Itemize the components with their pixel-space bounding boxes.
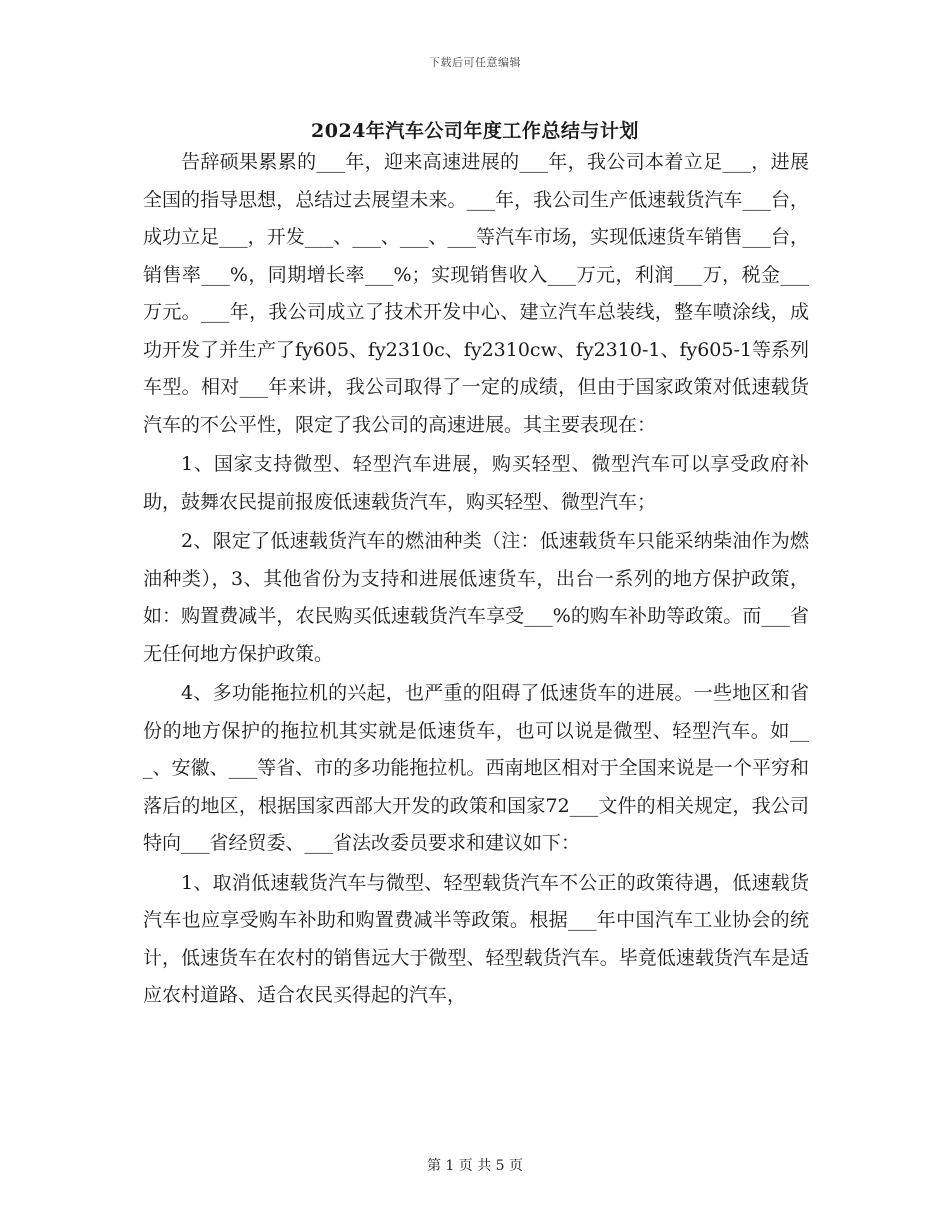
document-body xyxy=(143,144,809,1015)
paragraph-point-4: 4、多功能拖拉机的兴起，也严重的阻碍了低速货车的进展。一些地区和省份的地方保护的拖拉机其实就是低速货车，也可以说是微型、轻型汽车。如___、安徽、___等省、市的多功能拖拉机。西南地区相对于全国来说是一个平穷和落后的地区，根据国家西部大开发的政策和国家72___文件的相关规定，我公司特向___省经贸委、___省法改委员要求和建议如下： xyxy=(143,682,809,854)
paragraph-point-1: 1、国家支持微型、轻型汽车进展，购买轻型、微型汽车可以享受政府补助，鼓舞农民提前报废低速载货汽车，购买轻型、微型汽车； xyxy=(143,453,809,513)
header-note: 下载后可任意编辑 xyxy=(429,56,521,69)
document-title: 2024年汽车公司年度工作总结与计划 xyxy=(311,120,639,142)
page-number: 第 1 页 共 5 页 xyxy=(426,1158,524,1174)
paragraph-intro: 告辞硕果累累的___年，迎来高速进展的___年，我公司本着立足___，进展全国的指导思想，总结过去展望未来。___年，我公司生产低速载货汽车___台，成功立足___，开发___、___、___、___等汽车市场，实现低速货车销售___台，销售率___%，同期增长率___%；实现销售收入___万元，利润___万，税金___万元。___年，我公司成立了技术开发中心、建立汽车总装线，整车喷涂线，成功开发了并生产了fy605、fy2310c、fy2310cw、fy2310-1、fy605-1等系列车型。相对___年来讲，我公司取得了一定的成绩，但由于国家政策对低速载货汽车的不公平性，限定了我公司的高速进展。其主要表现在： xyxy=(143,151,809,436)
paragraph-suggestion-1: 1、取消低速载货汽车与微型、轻型载货汽车不公正的政策待遇，低速载货汽车也应享受购车补助和购置费减半等政策。根据___年中国汽车工业协会的统计，低速货车在农村的销售远大于微型、轻型载货汽车。毕竟低速载货汽车是适应农村道路、适合农民买得起的汽车， xyxy=(143,871,809,1006)
paragraph-point-2-3: 2、限定了低速载货汽车的燃油种类（注：低速载货车只能采纳柴油作为燃油种类），3、其他省份为支持和进展低速货车，出台一系列的地方保护政策，如：购置费减半，农民购买低速载货汽车享受___%的购车补助等政策。而___省无任何地方保护政策。 xyxy=(143,530,809,665)
